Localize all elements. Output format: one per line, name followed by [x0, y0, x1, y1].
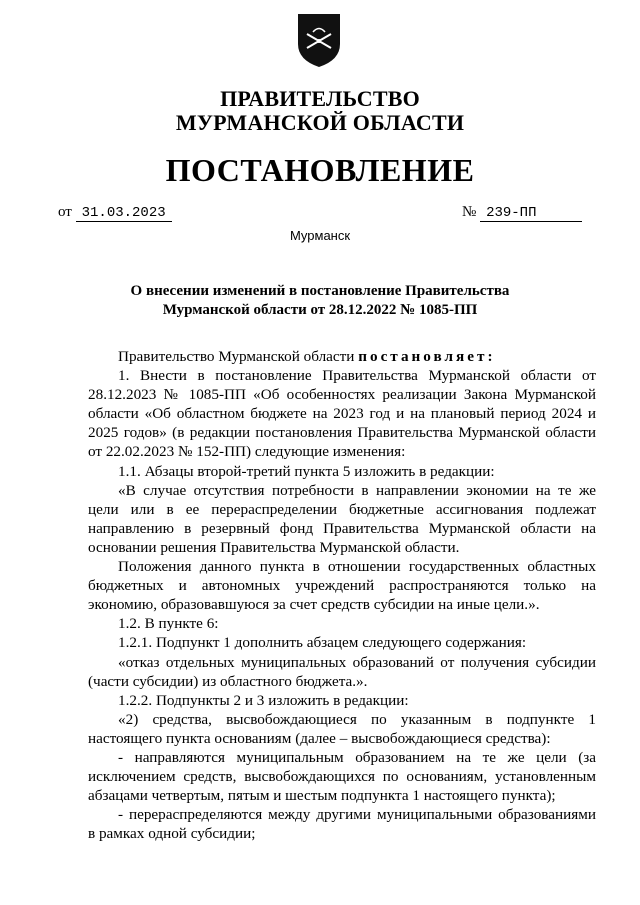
intro-paragraph — [88, 347, 596, 366]
subject-line1: О внесении изменений в постановление Правительства — [130, 283, 510, 299]
document-date: 31.03.2023 — [76, 205, 172, 222]
intro-text: Правительство Мурманской области — [118, 348, 359, 365]
document-type-title: ПОСТАНОВЛЕНИЕ — [165, 152, 475, 188]
body-paragraph: «отказ отдельных муниципальных образований от получения субсидии (части субсидии) из областного бюджета.». — [88, 653, 596, 690]
body-paragraph: 1.2. В пункте 6: — [118, 615, 219, 633]
body-paragraph: 1.2.2. Подпункты 2 и 3 изложить в редакции: — [118, 691, 409, 709]
number-block — [462, 204, 582, 222]
date-prefix: от — [58, 204, 72, 220]
body-paragraph: Положения данного пункта в отношении государственных областных бюджетных и автономных учреждений распространяются только на экономию, образовавшуюся за счет средств субсидии на иные цели.». — [88, 558, 596, 614]
document-number: 239-ПП — [480, 205, 582, 222]
body-paragraph: - перераспределяются между другими муниципальными образованиями в рамках одной субсидии; — [88, 806, 596, 843]
coat-of-arms-icon — [296, 12, 342, 68]
government-name-line1: ПРАВИТЕЛЬСТВО — [220, 86, 420, 111]
decree-word: постановляет: — [358, 348, 496, 365]
document-body — [88, 347, 596, 843]
body-paragraph: - направляются муниципальным образованием на те же цели (за исключением средств, высвобождающихся по основаниям, установленным абзацами четвертым, пятым и шестым подпункта 1 настоящего пункта); — [88, 748, 596, 805]
body-paragraph: «2) средства, высвобождающиеся по указанным в подпункте 1 настоящего пункта основаниям (далее – высвобождающиеся средства): — [88, 710, 596, 747]
date-block — [58, 204, 172, 222]
city-name: Мурманск — [289, 228, 351, 243]
body-paragraph: 1. Внести в постановление Правительства Мурманской области от 28.12.2023 № 1085-ПП «Об особенностях реализации Закона Мурманской области «Об областном бюджете на 2023 год и на плановый период 2024 и 2025 годов» (в редакции постановления Правительства Мурманской области от 22.02.2023 № 152-ПП) следующие изменения: — [88, 367, 596, 461]
body-paragraph: 1.1. Абзацы второй-третий пункта 5 изложить в редакции: — [118, 462, 495, 480]
number-prefix: № — [462, 204, 477, 220]
government-name-line2: МУРМАНСКОЙ ОБЛАСТИ — [175, 110, 465, 135]
body-paragraph: «В случае отсутствия потребности в направлении экономии на те же цели или в ее перераспределении бюджетные ассигнования подлежат направлению в резервный фонд Правительства Мурманской области на основании решения Правительства Мурманской области. — [88, 481, 596, 556]
subject-line2: Мурманской области от 28.12.2022 № 1085-ПП — [162, 302, 478, 318]
body-paragraph: 1.2.1. Подпункт 1 дополнить абзацем следующего содержания: — [118, 634, 527, 652]
